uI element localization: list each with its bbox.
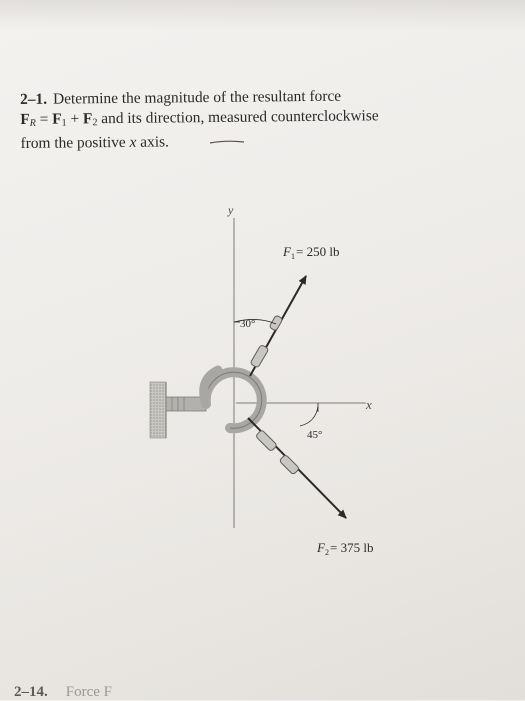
pen-mark	[210, 141, 244, 143]
y-axis-label: y	[228, 203, 234, 217]
f2-sub: 2	[325, 548, 329, 557]
f1-value: = 250 lb	[296, 244, 340, 259]
f1-link	[250, 344, 269, 368]
problem-number: 2–1.	[20, 90, 48, 108]
eq-f2: F	[82, 110, 93, 128]
eq-equals: =	[35, 110, 53, 128]
problem-x-var: x	[129, 133, 137, 151]
f2-label	[316, 540, 373, 557]
eq-plus: +	[66, 110, 84, 128]
next-problem-text: Force F	[65, 684, 112, 700]
f2-link-2	[279, 454, 300, 475]
angle-30-label: 30°	[240, 318, 256, 330]
eq-fr: F	[20, 110, 30, 128]
angle-45-label: 45°	[307, 429, 323, 441]
f1-label	[282, 244, 339, 261]
wall-support	[150, 382, 166, 438]
problem-text-3-end: axis.	[136, 133, 169, 151]
angle-arc-45	[300, 406, 318, 426]
eq-f2-sub: 2	[92, 117, 98, 129]
eq-f1-sub: 1	[61, 117, 67, 129]
next-problem-number: 2–14.	[14, 684, 48, 700]
f1-link-2	[269, 315, 283, 331]
f2-value: = 375 lb	[330, 540, 374, 555]
f2-link	[255, 430, 277, 452]
problem-text-1: Determine the magnitude of the resultant force	[52, 87, 342, 108]
problem-text-3: from the positive	[20, 133, 130, 152]
next-problem-footer	[14, 684, 112, 701]
problem-text-2: and its direction, measured counterclockwise	[97, 107, 379, 128]
eq-fr-sub: R	[29, 117, 36, 129]
x-axis-label: x	[366, 397, 372, 412]
eq-f1: F	[52, 110, 62, 128]
f1-sub: 1	[291, 252, 295, 261]
f2-symbol: F	[317, 540, 325, 555]
f1-symbol: F	[283, 244, 291, 259]
